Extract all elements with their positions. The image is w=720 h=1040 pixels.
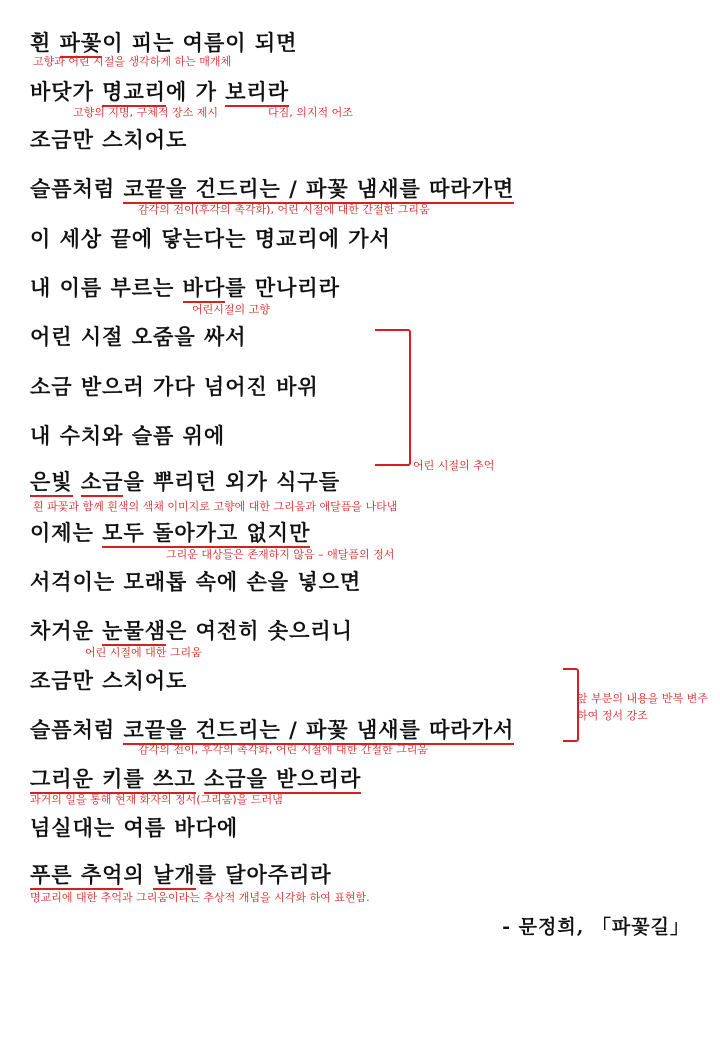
poem-line-11: 이제는 모두 돌아가고 없지만 [30, 520, 310, 546]
annotation-synesthesia-2: 감각의 전이, 후각의 촉각화, 어린 시절에 대한 간절한 그리움 [138, 743, 428, 756]
annotation-synesthesia-1: 감각의 전이(후각의 촉각화), 어린 시절에 대한 간절한 그리움 [138, 203, 430, 216]
poem-line-9: 내 수치와 슬픔 위에 [30, 423, 226, 448]
underline-kireul: 그리운 키를 쓰고 [30, 766, 196, 794]
underline-myeonggyori: 명교리 [102, 79, 166, 107]
annotation-absence: 그리운 대상들은 존재하지 않음 – 애달픔의 정서 [166, 548, 395, 561]
annotation-memory: 어린 시절의 추억 [413, 459, 495, 472]
underline-borira: 보리라 [225, 79, 289, 107]
poem-line-18: 푸른 추억의 날개를 달아주리라 [30, 862, 332, 888]
poem-line-5: 이 세상 끝에 닿는다는 명교리에 가서 [30, 226, 391, 251]
annotation-abstract: 명교리에 대한 추억과 그리움이라는 추상적 개념을 시각화 하여 표현함. [30, 891, 370, 904]
underline-sogeum-badeurira: 소금을 받으리라 [204, 766, 361, 794]
annotation-tears: 어린 시절에 대한 그리움 [85, 646, 202, 659]
poem-line-1: 흰 파꽃이 피는 여름이 되면 [30, 30, 297, 56]
underline-sogeum: 소금 [81, 469, 124, 497]
poem-line-3: 조금만 스치어도 [30, 127, 188, 152]
annotation-place: 고향의 지명, 구체적 장소 제시 [73, 106, 218, 119]
poem-line-6: 내 이름 부르는 바다를 만나리라 [30, 275, 340, 301]
underline-pakkot: 파꽃 [60, 30, 103, 58]
annotation-repeat: 앞 부분의 내용을 반복 변주하여 정서 강조 [577, 692, 708, 722]
poem-line-17: 넘실대는 여름 바다에 [30, 815, 239, 840]
poem-line-2: 바닷가 명교리에 가 보리라 [30, 79, 289, 105]
annotation-resolve: 다짐, 의지적 어조 [268, 106, 353, 119]
annotation-flower: 고향과 어린 시절을 생각하게 하는 매개체 [33, 55, 232, 68]
poem-line-14: 조금만 스치어도 [30, 668, 188, 693]
underline-eunbit: 은빛 [30, 469, 73, 497]
poem-line-12: 서걱이는 모래톱 속에 손을 넣으면 [30, 569, 362, 594]
underline-synesthesia-1: 코끝을 건드리는 / 파꽃 냄새를 따라가면 [123, 176, 514, 204]
attribution: - 문정희, 「파꽃길」 [502, 916, 690, 938]
underline-chueok: 푸른 추억 [30, 862, 123, 890]
underline-nunmulsaem: 눈물샘 [102, 618, 166, 646]
poem-line-4: 슬픔처럼 코끝을 건드리는 / 파꽃 냄새를 따라가면 [30, 176, 514, 202]
memory-bracket [375, 329, 411, 466]
poem-line-13: 차거운 눈물샘은 여전히 솟으리니 [30, 618, 353, 644]
annotation-sea: 어린시절의 고향 [192, 303, 270, 316]
underline-nalgae: 날개 [153, 862, 196, 890]
underline-synesthesia-2: 코끝을 건드리는 / 파꽃 냄새를 따라가서 [123, 717, 514, 745]
underline-bada: 바다 [183, 275, 226, 303]
poem-line-8: 소금 받으러 가다 넘어진 바위 [30, 374, 319, 399]
repeat-bracket [563, 668, 579, 742]
poem-line-7: 어린 시절 오줌을 싸서 [30, 324, 247, 349]
annotation-silver: 흰 파꽃과 함께 흰색의 색채 이미지로 고향에 대한 그리움과 애달픔을 나타냄 [33, 500, 398, 513]
poem-line-15: 슬픔처럼 코끝을 건드리는 / 파꽃 냄새를 따라가서 [30, 717, 514, 743]
poem-line-16 [30, 766, 361, 792]
poem-line-10: 은빛 소금을 뿌리던 외가 식구들 [30, 469, 340, 495]
underline-absence: 모두 돌아가고 없지만 [102, 520, 310, 548]
annotation-past: 과거의 일을 통해 현재 화자의 정서(그리움)을 드러냄 [30, 793, 283, 806]
